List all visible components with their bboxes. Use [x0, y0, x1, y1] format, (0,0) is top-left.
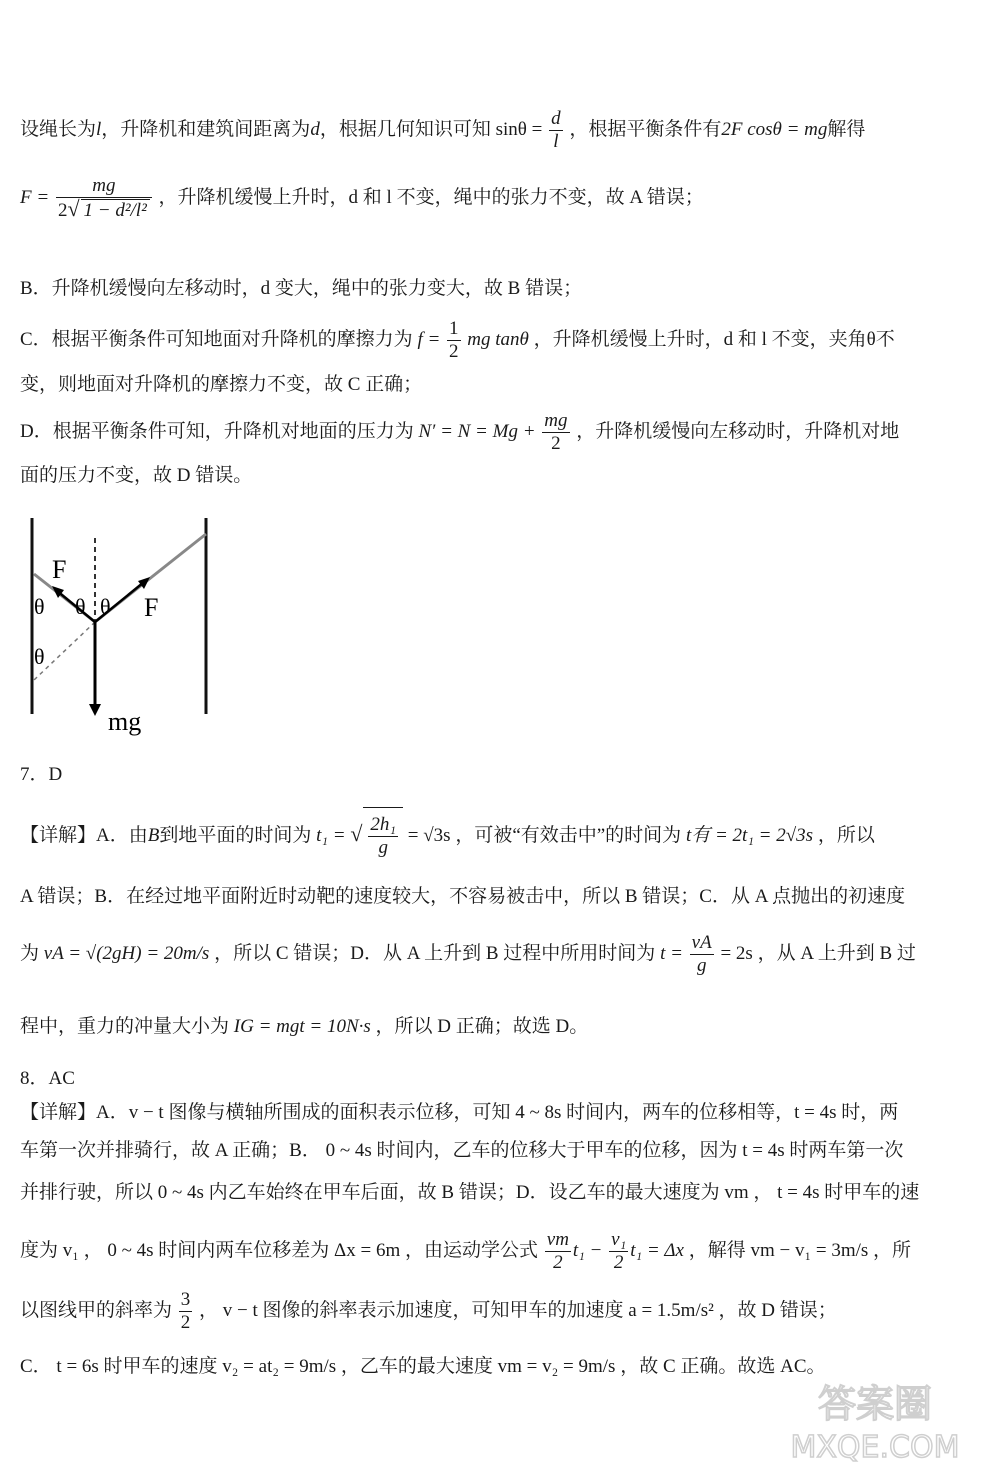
p6-option-b: B．升降机缓慢向左移动时，d 变大，绳中的张力变大，故 B 错误； — [20, 278, 583, 299]
force-diagram — [20, 510, 220, 745]
fraction-vA-over-g: $\frac{vA}{g}$ — [691, 932, 712, 977]
q7-line-2: A 错误；B．在经过地平面附近时动靶的速度较大，不容易被击中，所以 B 错误；C．从 A 点抛出的初速度 — [20, 886, 906, 907]
label-mg: mg — [108, 707, 142, 736]
label-F-left: F — [52, 555, 67, 584]
q7-answer: 7．D — [20, 764, 63, 785]
fraction-half: $\frac{1}{2}$ — [449, 318, 459, 362]
svg-text:MXQE.COM: MXQE.COM — [790, 1430, 960, 1465]
fraction-F: $\frac{mg}{\text{2√ 1 − d²/l²}}$ — [56, 175, 152, 222]
svg-text:答案圈: 答案圈 — [817, 1382, 933, 1426]
q8-line-1: 【详解】A．v − t 图像与横轴所围成的面积表示位移，可知 4 ~ 8s 时间内，两车的位移相等，t = 4s 时，两 — [20, 1102, 899, 1123]
fraction-vm-over-2: $\frac{vm}{2}$ — [546, 1229, 569, 1274]
weight-arrowhead — [89, 704, 101, 716]
watermark-logo — [780, 1377, 970, 1467]
q8-answer: 8．AC — [20, 1068, 75, 1089]
p6-option-c-line-1: C．根据平衡条件可知地面对升降机的摩擦力为 f = $\frac{1}{2}$ mg tanθ ，升降机缓慢上升时，d 和 l 不变，夹角θ不 — [20, 318, 895, 362]
label-F-right: F — [144, 593, 159, 622]
q7-line-1: 【详解】A．由B到地平面的时间为 t₁ = √ $\frac{\text{2h₁}}{g}$ = √3s ，可被“有效击中”的时间为 t有 = 2t₁ = 2√3s ，所以 — [20, 806, 960, 864]
p6-line-2: F = $\frac{mg}{\text{2√ 1 − d²/l²}}$ ，升降机缓慢上升时，d 和 l 不变，绳中的张力不变，故 A 错误； — [20, 175, 704, 222]
fraction-2h-over-g: $\frac{\text{2h₁}}{g}$ — [370, 814, 397, 859]
fraction-three-halves: $\frac{3}{2}$ — [180, 1289, 191, 1334]
label-theta-3: θ — [100, 594, 111, 619]
q8-line-6: C． t = 6s 时甲车的速度 v₂ = at₂ = 9m/s ，乙车的最大速度 vm = v₂ = 9m/s ，故 C 正确。故选 AC。 — [20, 1356, 826, 1377]
label-theta-1: θ — [34, 594, 45, 619]
p6-option-c-line-2: 变，则地面对升降机的摩擦力不变，故 C 正确； — [20, 374, 423, 395]
label-theta-4: θ — [34, 644, 45, 669]
q8-line-5: 以图线甲的斜率为 $\frac{3}{2}$ ， v − t 图像的斜率表示加速度，可知甲车的加速度 a = 1.5m/s² ，故 D 错误； — [20, 1289, 837, 1334]
fraction-mg-over-2: $\frac{mg}{2}$ — [544, 410, 568, 454]
q8-line-2: 车第一次并排骑行，故 A 正确；B． 0 ~ 4s 时间内，乙车的位移大于甲车的位移，因为 t = 4s 时两车第一次 — [20, 1140, 904, 1161]
q8-line-3: 并排行驶，所以 0 ~ 4s 内乙车始终在甲车后面，故 B 错误；D．设乙车的最大速度为 vm ， t = 4s 时甲车的速 — [20, 1182, 920, 1203]
q8-line-4: 度为 v₁ ， 0 ~ 4s 时间内两车位移差为 Δx = 6m ，由运动学公式 $\frac{vm}{2}$ t₁ − $\frac{\text{v₁}}{2}$ t₁ = Δx ，解得 vm − v₁ = 3m/s ，所 — [20, 1229, 912, 1274]
p6-option-d-line-2: 面的压力不变，故 D 错误。 — [20, 465, 253, 486]
q7-line-3: 为 vA = √(2gH) = 20m/s ，所以 C 错误；D．从 A 上升到 B 过程中所用时间为 t = $\frac{vA}{g}$ = 2s ，从 A 上升到 B 过 — [20, 932, 916, 977]
label-theta-2: θ — [75, 594, 86, 619]
p6-line-1: 设绳长为l，升降机和建筑间距离为d，根据几何知识可知 sinθ = $\frac{d}{l}$ ，根据平衡条件有2F cosθ = mg解得 — [20, 108, 866, 152]
fraction-v1-over-2: $\frac{\text{v₁}}{2}$ — [611, 1229, 627, 1274]
p6-option-d-line-1: D．根据平衡条件可知，升降机对地面的压力为 N′ = N = Mg + $\frac{mg}{2}$ ，升降机缓慢向左移动时，升降机对地 — [20, 410, 900, 454]
fraction-d-over-l: $\frac{d}{l}$ — [551, 108, 561, 152]
q7-line-4: 程中，重力的冲量大小为 IG = mgt = 10N·s ，所以 D 正确；故选 D。 — [20, 1016, 589, 1037]
